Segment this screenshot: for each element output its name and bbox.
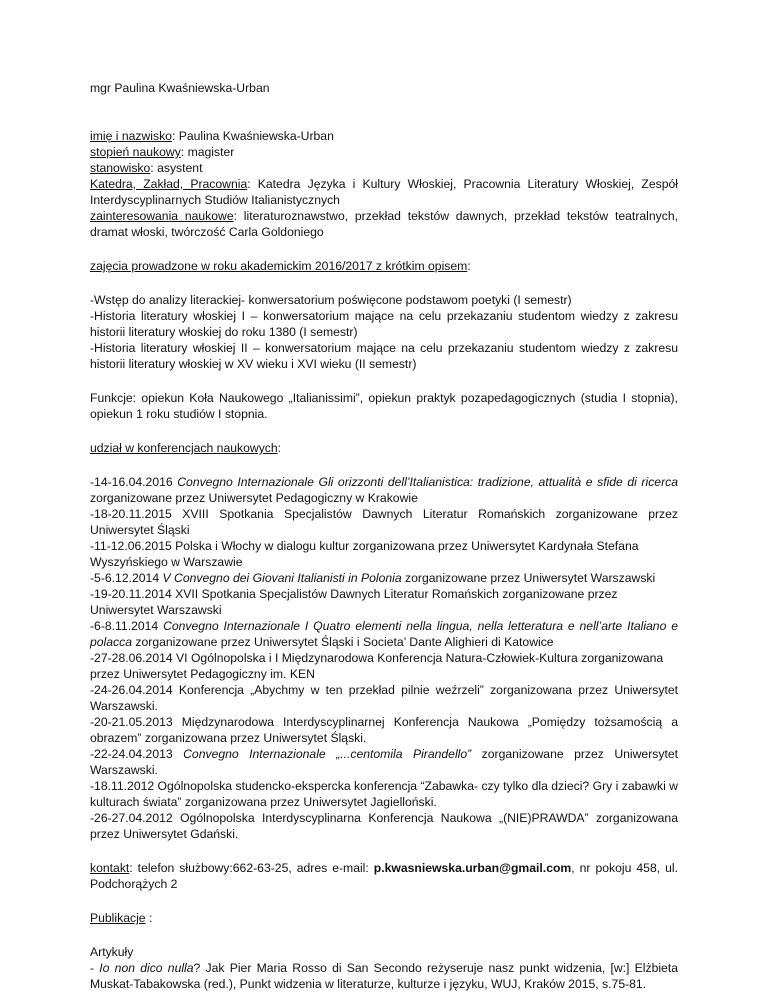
article-title: Io non dico nulla [99,961,194,975]
name-label: imię i nazwisko [90,129,172,143]
conference-item: -26-27.04.2012 Ogólnopolska Interdyscyplinarna Konferencja Naukowa „(NIE)PRAWDA” zorganizowana przez Uniwersytet Gdański. [90,811,678,841]
course-item: -Historia literatury włoskiej II – konwersatorium mające na celu przekazaniu studentom wiedzy z zakresu historii literatury włoskiej w XV wieku i XVI wieku (II semestr) [90,341,678,371]
unit-value: : Katedra Języka i Kultury Włoskiej, Pracownia Literatury Włoskiej, Zespół Interdyscyplinarnych Studiów Italianistycznych [90,177,678,207]
conferences-list [90,474,678,842]
course-item: -Historia literatury włoskiej I – konwersatorium mające na celu przekazaniu studentom wiedzy z zakresu historii literatury włoskiej do roku 1380 (I semestr) [90,309,678,339]
interests-label: zainteresowania naukowe [90,209,234,223]
degree-label: stopień naukowy [90,145,181,159]
course-item: -Wstęp do analizy literackiej- konwersatorium poświęcone podstawom poetyki (I semestr) [90,293,572,307]
degree-value: : magister [180,145,235,159]
document-page [90,80,678,992]
position-value: : asystent [150,161,203,175]
conference-item: -5-6.12.2014 V Convegno dei Giovani Italianisti in Polonia zorganizowane przez Uniwersytet Warszawski [90,571,656,585]
conference-item: -20-21.05.2013 Międzynarodowa Interdyscyplinarnej Konferencja Naukowa „Pomiędzy tożsamością a obrazem” zorganizowana przez Uniwersytet Śląski. [90,715,678,745]
position-label: stanowisko [90,161,151,175]
header-name: mgr Paulina Kwaśniewska-Urban [90,81,270,95]
interests-value: : literaturoznawstwo, przekład tekstów dawnych, przekład tekstów teatralnych, dramat włoski, twórczość Carla Goldoniego [90,209,678,239]
contact-label: kontakt [90,861,130,875]
courses-heading: zajęcia prowadzone w roku akademickim 2016/2017 z krótkim opisem: [90,259,471,273]
profile-unit [90,176,678,208]
conference-item: -6-8.11.2014 Convegno Internazionale I Quatro elementi nella lingua, nella letteratura e nell’arte Italiano e polacca zorganizowane przez Uniwersytet Śląski i Societa’ Dante Alighieri di Katowice [90,619,678,649]
conference-item: -18.11.2012 Ogólnopolska studencko-ekspercka konferencja “Zabawka- czy tylko dla dzieci? Gry i zabawki w kulturach świata” zorganizowana przez Uniwersytet Jagielloński. [90,779,678,809]
contact-email-link[interactable]: p.kwasniewska.urban@gmail.com [373,861,572,875]
conference-item: -11-12.06.2015 Polska i Włochy w dialogu kultur zorganizowana przez Uniwersytet Kardynała Stefana Wyszyńskiego w Warszawie [90,539,639,569]
conference-item: -22-24.04.2013 Convegno Internazionale „...centomila Pirandello” zorganizowane przez Uniwersytet Warszawski. [90,747,678,777]
contact-line: kontakt: telefon służbowy:662-63-25, adres e-mail: p.kwasniewska.urban@gmail.com, nr pokoju 458, ul. Podchorążych 2 [90,861,678,891]
publications-heading: Publikacje : [90,911,153,925]
profile-section [90,128,678,240]
conference-item: -18-20.11.2015 XVIII Spotkania Specjalistów Dawnych Literatur Romańskich zorganizowane przez Uniwersytet Śląski [90,507,678,537]
profile-position [90,160,678,176]
article-item: - Io non dico nulla? Jak Pier Maria Rosso di San Secondo reżyseruje nasz punkt widzenia, [w:] Elżbieta Muskat-Tabakowska (red.), Punkt widzenia w literaturze, kulturze i języku, WUJ, Kraków 2015, s.75-81. [90,961,678,991]
courses-list [90,292,678,372]
profile-name [90,128,678,144]
functions-text: Funkcje: opiekun Koła Naukowego „Italianissimi”, opiekun praktyk pozapedagogicznych (studia I stopnia), opiekun 1 roku studiów I stopnia. [90,391,678,421]
articles-label: Artykuły [90,945,134,959]
conference-item: -27-28.06.2014 VI Ogólnopolska i I Międzynarodowa Konferencja Natura-Człowiek-Kultura zorganizowana przez Uniwersytet Pedagogiczny im. KEN [90,651,664,681]
profile-degree [90,144,678,160]
conference-item: -24-26.04.2014 Konferencja „Abychmy w ten przekład pilnie weźrzeli” zorganizowana przez Uniwersytet Warszawski. [90,683,678,713]
name-value: : Paulina Kwaśniewska-Urban [171,129,334,143]
conferences-heading: udział w konferencjach naukowych: [90,441,282,455]
profile-interests [90,208,678,240]
conference-item: -19-20.11.2014 XVII Spotkania Specjalistów Dawnych Literatur Romańskich zorganizowane przez Uniwersytet Warszawski [90,587,618,617]
conference-item: -14-16.04.2016 Convegno Internazionale Gli orizzonti dell’Italianistica: tradizione, attualità e sfide di ricerca zorganizowane przez Uniwersytet Pedagogiczny w Krakowie [90,475,678,505]
unit-label: Katedra, Zakład, Pracownia [90,177,248,191]
